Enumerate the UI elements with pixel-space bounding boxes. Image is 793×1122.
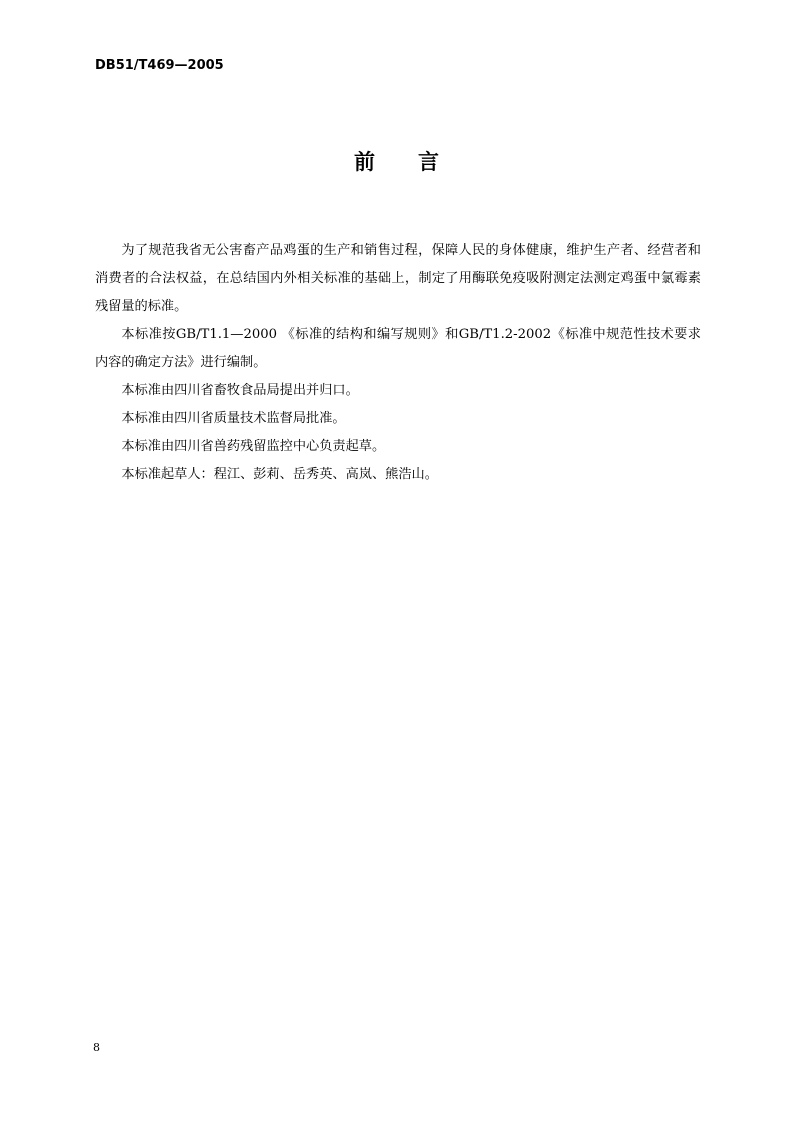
title-char-1: 前 [354, 150, 375, 174]
foreword-body [95, 237, 701, 489]
paragraph-purpose: 为了规范我省无公害畜产品鸡蛋的生产和销售过程，保障人民的身体健康，维护生产者、经营者和消费者的合法权益，在总结国内外相关标准的基础上，制定了用酶联免疫吸附测定法测定鸡蛋中氯霉素残留量的标准。 [95, 243, 701, 314]
page-title [0, 146, 793, 176]
paragraph-approver: 本标准由四川省质量技术监督局批准。 [121, 411, 346, 426]
paragraph-proposer: 本标准由四川省畜牧食品局提出并归口。 [121, 383, 359, 398]
paragraph-drafters: 本标准起草人：程江、彭莉、岳秀英、高岚、熊浩山。 [121, 467, 438, 482]
paragraph-drafting-unit: 本标准由四川省兽药残留监控中心负责起草。 [121, 439, 386, 454]
title-char-2: 言 [418, 150, 439, 174]
paragraph-drafting-rules: 本标准按GB/T1.1—2000 《标准的结构和编写规则》和GB/T1.2-2002《标准中规范性技术要求内容的确定方法》进行编制。 [95, 327, 701, 370]
document-code: DB51/T469—2005 [95, 58, 224, 73]
page-number: 8 [93, 1041, 100, 1054]
